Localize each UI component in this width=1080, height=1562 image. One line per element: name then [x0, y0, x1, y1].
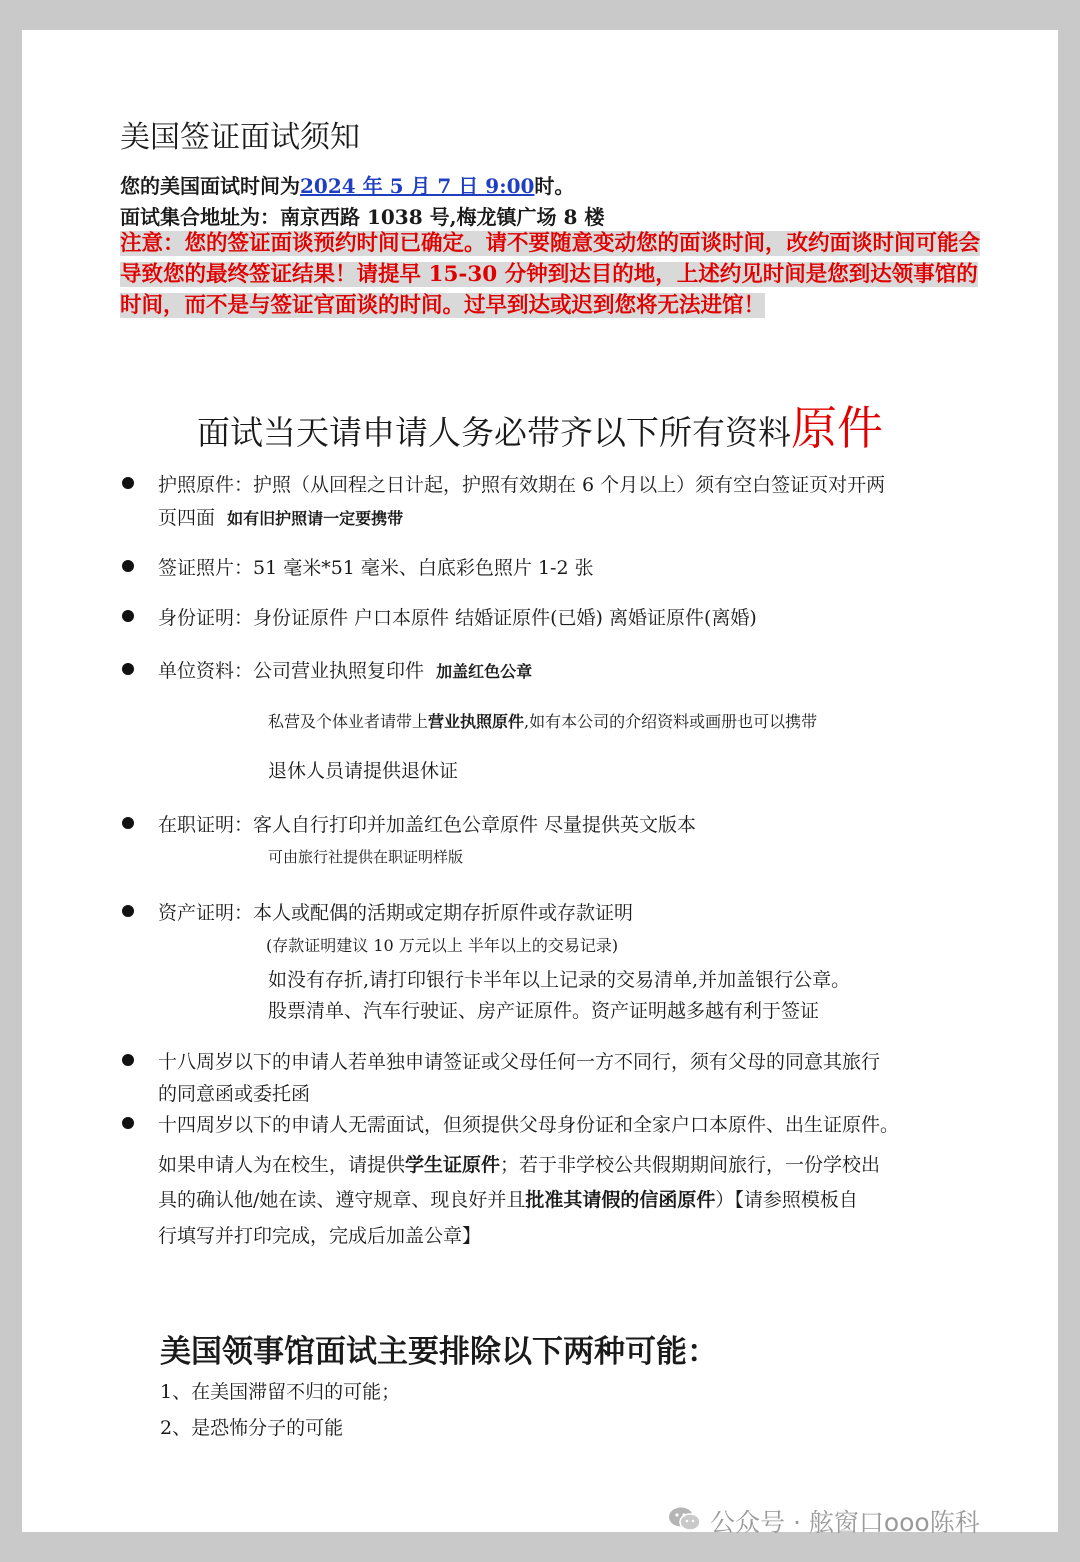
consulate-item-1: 1、在美国滞留不归的可能； [160, 1381, 401, 1403]
minor14-line1: 十四周岁以下的申请人无需面试，但须提供父母身份证和全家户口本原件、出生证原件。 [158, 1114, 900, 1136]
bullet-icon [122, 817, 134, 829]
asset-other-note: 股票清单、汽车行驶证、房产证原件。资产证明越多越有利于签证 [268, 1000, 820, 1022]
materials-heading: 面试当天请申请人务必带齐以下所有资料原件 [197, 401, 883, 455]
interview-time-link[interactable]: 2024 年 5 月 7 日 9:00 [300, 174, 535, 198]
photo-requirement: 签证照片：51 毫米*51 毫米、白底彩色照片 1-2 张 [158, 557, 594, 579]
passport-line1: 护照原件：护照（从回程之日计起，护照有效期在 6 个月以上）须有空白签证页对开两 [158, 474, 886, 496]
bullet-icon [122, 663, 134, 675]
minor14-line4: 行填写并打印完成，完成后加盖公章】 [158, 1225, 482, 1247]
company-documents: 单位资料：公司营业执照复印件 加盖红色公章 [158, 660, 533, 682]
watermark-text: 公众号 · 舷窗口ooo陈科 [710, 1508, 980, 1537]
bullet-icon [122, 1054, 134, 1066]
asset-proof: 资产证明：本人或配偶的活期或定期存折原件或存款证明 [158, 902, 634, 924]
page-title: 美国签证面试须知 [120, 120, 360, 155]
asset-bank-note: 如没有存折,请打印银行卡半年以上记录的交易清单,并加盖银行公章。 [268, 969, 851, 991]
consulate-heading: 美国领事馆面试主要排除以下两种可能： [160, 1334, 718, 1370]
bullet-icon [122, 560, 134, 572]
employment-sample-note: 可由旅行社提供在职证明样版 [268, 848, 464, 866]
consulate-item-2: 2、是恐怖分子的可能 [160, 1417, 344, 1439]
meeting-address: 面试集合地址为：南京西路 1038 号,梅龙镇广场 8 楼 [120, 205, 605, 229]
retiree-note: 退休人员请提供退休证 [268, 760, 459, 782]
minor14-line2: 如果申请人为在校生，请提供学生证原件；若于非学校公共假期期间旅行，一份学校出 [158, 1154, 881, 1176]
identity-documents: 身份证明：身份证原件 户口本原件 结婚证原件(已婚) 离婚证原件(离婚) [158, 607, 757, 629]
bullet-icon [122, 1117, 134, 1129]
bullet-icon [122, 905, 134, 917]
employment-proof: 在职证明：客人自行打印并加盖红色公章原件 尽量提供英文版本 [158, 814, 697, 836]
company-private-note: 私营及个体业者请带上营业执照原件,如有本公司的介绍资料或画册也可以携带 [268, 712, 818, 731]
minor14-line3: 具的确认他/她在读、遵守规章、现良好并且批准其请假的信函原件）【请参照模板自 [158, 1189, 858, 1211]
bullet-icon [122, 610, 134, 622]
minor18-line1: 十八周岁以下的申请人若单独申请签证或父母任何一方不同行，须有父母的同意其旅行 [158, 1051, 881, 1073]
asset-deposit-note: (存款证明建议 10 万元以上 半年以上的交易记录) [266, 936, 619, 955]
minor18-line2: 的同意函或委托函 [158, 1083, 311, 1105]
warning-notice: 注意：您的签证面谈预约时间已确定。请不要随意变动您的面谈时间，改约面谈时间可能会导致您的最终签证结果！请提早 15-30 分钟到达目的地，上述约见时间是您到达领事馆的时间，而不是与签证官面谈的时间。过早到达或迟到您将无法进馆！ [120, 231, 981, 318]
passport-line2: 页四面 如有旧护照请一定要携带 [158, 507, 404, 529]
wechat-icon [668, 1506, 702, 1532]
bullet-icon [122, 477, 134, 489]
interview-time: 您的美国面试时间为2024 年 5 月 7 日 9:00时。 [120, 174, 575, 198]
